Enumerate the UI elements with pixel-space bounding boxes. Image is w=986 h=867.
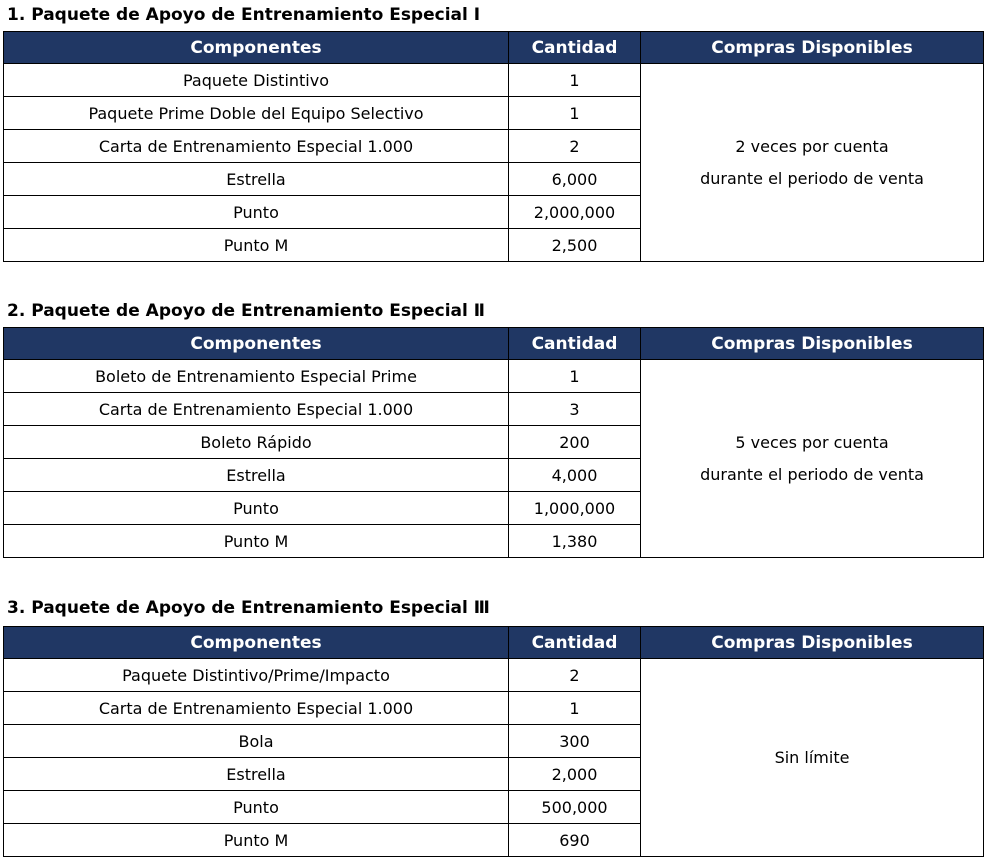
component-cell: Paquete Distintivo/Prime/Impacto (4, 659, 509, 692)
package-title: 3. Paquete de Apoyo de Entrenamiento Especial Ⅲ (7, 598, 490, 618)
quantity-cell: 2 (509, 130, 641, 163)
purchase-limit-line: durante el periodo de venta (700, 168, 924, 188)
component-cell: Carta de Entrenamiento Especial 1.000 (4, 692, 509, 725)
purchase-limit-line: 5 veces por cuenta (735, 432, 889, 452)
component-cell: Boleto Rápido (4, 426, 509, 459)
quantity-cell: 1,000,000 (509, 492, 641, 525)
component-cell: Punto M (4, 229, 509, 262)
quantity-cell: 1 (509, 64, 641, 97)
header-quantity: Cantidad (509, 627, 641, 659)
quantity-cell: 2,000,000 (509, 196, 641, 229)
quantity-cell: 2,500 (509, 229, 641, 262)
quantity-cell: 1 (509, 360, 641, 393)
header-components: Componentes (4, 627, 509, 659)
package-title: 2. Paquete de Apoyo de Entrenamiento Especial Ⅱ (7, 301, 485, 321)
quantity-cell: 1,380 (509, 525, 641, 558)
purchase-limit-cell (641, 659, 984, 857)
component-cell: Punto M (4, 525, 509, 558)
component-cell: Boleto de Entrenamiento Especial Prime (4, 360, 509, 393)
component-cell: Punto (4, 791, 509, 824)
package-table (3, 626, 984, 857)
header-purchases: Compras Disponibles (641, 328, 984, 360)
header-quantity: Cantidad (509, 328, 641, 360)
header-quantity: Cantidad (509, 32, 641, 64)
quantity-cell: 2 (509, 659, 641, 692)
header-purchases: Compras Disponibles (641, 32, 984, 64)
table-row (4, 360, 984, 393)
quantity-cell: 3 (509, 393, 641, 426)
quantity-cell: 690 (509, 824, 641, 857)
component-cell: Punto (4, 196, 509, 229)
purchase-limit-cell (641, 360, 984, 558)
table-header-row (4, 627, 984, 659)
package-table (3, 327, 984, 558)
quantity-cell: 6,000 (509, 163, 641, 196)
package-table (3, 31, 984, 262)
component-cell: Paquete Distintivo (4, 64, 509, 97)
header-components: Componentes (4, 328, 509, 360)
quantity-cell: 500,000 (509, 791, 641, 824)
purchase-limit-line: Sin límite (774, 747, 850, 767)
table-header-row (4, 328, 984, 360)
component-cell: Bola (4, 725, 509, 758)
component-cell: Carta de Entrenamiento Especial 1.000 (4, 130, 509, 163)
quantity-cell: 2,000 (509, 758, 641, 791)
package-title: 1. Paquete de Apoyo de Entrenamiento Especial Ⅰ (7, 5, 481, 25)
component-cell: Estrella (4, 163, 509, 196)
component-cell: Estrella (4, 459, 509, 492)
header-components: Componentes (4, 32, 509, 64)
table-header-row (4, 32, 984, 64)
quantity-cell: 300 (509, 725, 641, 758)
table-row (4, 659, 984, 692)
header-purchases: Compras Disponibles (641, 627, 984, 659)
quantity-cell: 1 (509, 692, 641, 725)
quantity-cell: 200 (509, 426, 641, 459)
table-row (4, 64, 984, 97)
quantity-cell: 4,000 (509, 459, 641, 492)
component-cell: Carta de Entrenamiento Especial 1.000 (4, 393, 509, 426)
component-cell: Punto M (4, 824, 509, 857)
purchase-limit-cell (641, 64, 984, 262)
component-cell: Estrella (4, 758, 509, 791)
component-cell: Paquete Prime Doble del Equipo Selectivo (4, 97, 509, 130)
purchase-limit-line: durante el periodo de venta (700, 464, 924, 484)
quantity-cell: 1 (509, 97, 641, 130)
purchase-limit-line: 2 veces por cuenta (735, 136, 889, 156)
component-cell: Punto (4, 492, 509, 525)
